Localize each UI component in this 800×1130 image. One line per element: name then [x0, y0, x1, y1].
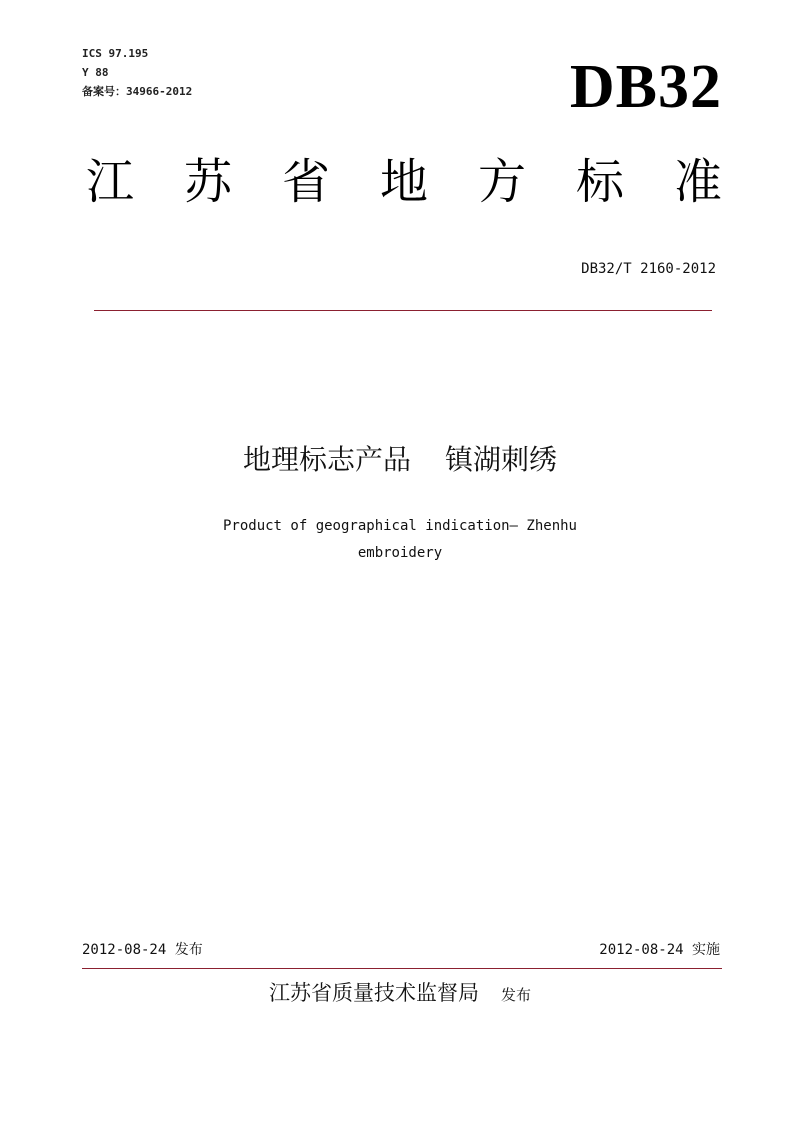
publisher: [0, 976, 800, 1012]
implementation-date: 2012-08-24 实施: [599, 942, 720, 958]
title-char: 方: [477, 154, 526, 210]
standard-number: DB32/T 2160-2012: [581, 261, 716, 277]
title-char: 省: [281, 154, 330, 210]
standard-type-title: [80, 152, 728, 212]
top-divider: [94, 310, 712, 311]
english-title-line2: embroidery: [357, 545, 443, 561]
chinese-title-part2: 镇湖刺绣: [445, 443, 558, 476]
english-title-line1: Product of geographical indication— Zhenhu: [222, 518, 577, 534]
standard-code-logo: DB32: [569, 53, 722, 121]
chinese-title: [0, 438, 800, 482]
title-char: 标: [575, 154, 624, 210]
filing-number: 备案号：34966-2012: [82, 85, 193, 98]
chinese-title-part1: 地理标志产品: [242, 443, 411, 476]
english-title: [150, 513, 650, 567]
ccs-code: Y 88: [82, 66, 109, 79]
classification-block: [82, 44, 192, 101]
publisher-action: 发布: [500, 986, 531, 1004]
title-char: 准: [673, 154, 722, 210]
title-char: 地: [379, 154, 428, 210]
title-char: 苏: [183, 154, 232, 210]
issue-date: 2012-08-24 发布: [82, 942, 203, 958]
ics-code: ICS 97.195: [82, 47, 149, 60]
title-char: 江: [85, 154, 134, 210]
bottom-divider: [82, 968, 722, 969]
publisher-name: 江苏省质量技术监督局: [268, 981, 479, 1005]
